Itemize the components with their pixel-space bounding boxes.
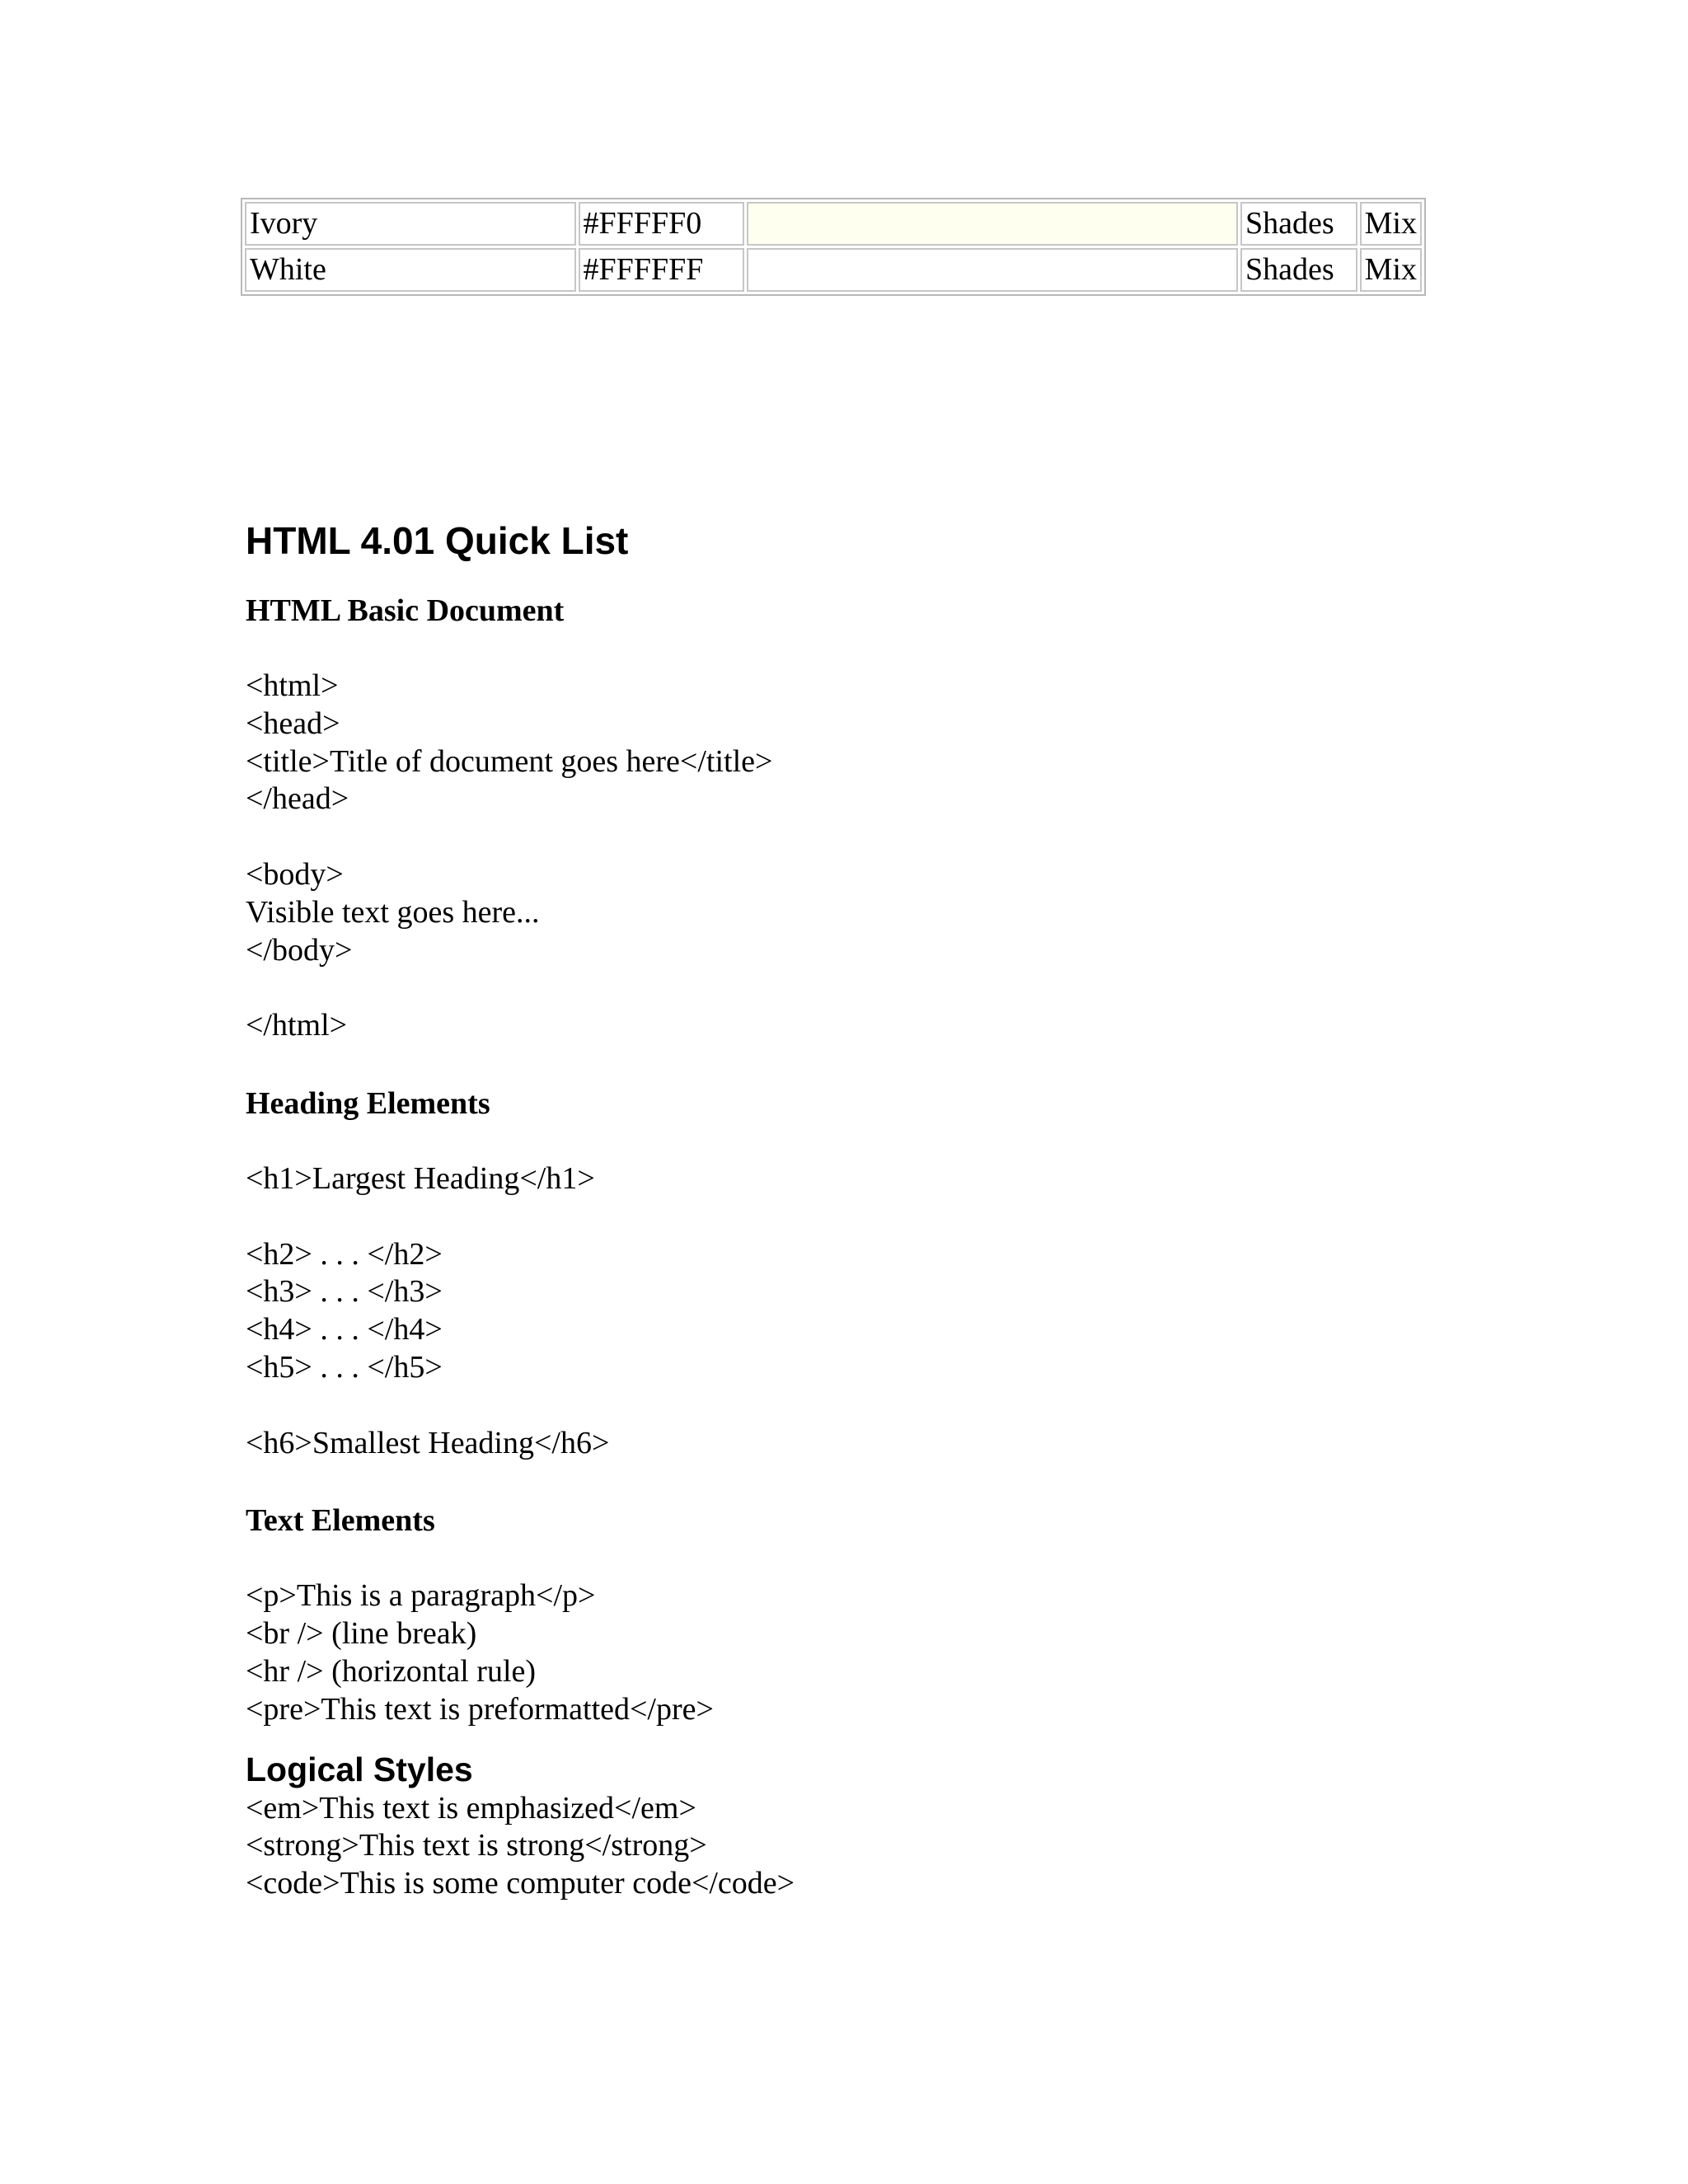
mix-link[interactable]: Mix [1360,202,1422,246]
section-heading-logical: Logical Styles [246,1750,473,1788]
shades-link[interactable]: Shades [1240,202,1357,246]
code-line: <h4> . . . </h4> [246,1312,443,1347]
spacer [246,1198,1482,1236]
code-line: <html> [246,668,339,703]
color-swatch-cell [747,248,1238,292]
color-hex-cell: #FFFFF0 [579,202,744,246]
color-hex-cell: #FFFFFF [579,248,744,292]
code-line: </html> [246,1008,348,1043]
shades-link[interactable]: Shades [1240,248,1357,292]
code-line: <title>Title of document goes here</title> [246,743,773,779]
mix-link[interactable]: Mix [1360,248,1422,292]
code-line: <strong>This text is strong</strong> [246,1828,707,1863]
code-line: <p>This is a paragraph</p> [246,1578,596,1614]
code-line: </body> [246,932,353,968]
spacer [246,818,1482,856]
section-heading-basic: HTML Basic Document [246,593,565,628]
code-line: <h6>Smallest Heading</h6> [246,1425,610,1460]
code-line: <h5> . . . </h5> [246,1349,443,1385]
table-row [245,202,1422,246]
code-line: <code>This is some computer code</code> [246,1866,795,1901]
color-name-cell: Ivory [245,202,576,246]
color-table [241,198,1426,296]
color-swatch-cell [747,202,1238,246]
code-line: <pre>This text is preformatted</pre> [246,1691,714,1727]
code-line: </head> [246,781,349,817]
spacer [246,969,1482,1007]
code-line: <h3> . . . </h3> [246,1274,443,1310]
spacer [246,1045,1482,1085]
section-heading-headings: Heading Elements [246,1085,490,1121]
document-content [246,518,1482,1903]
section-heading-text: Text Elements [246,1503,435,1539]
page-title: HTML 4.01 Quick List [246,519,629,562]
code-line: Visible text goes here... [246,894,540,930]
spacer [246,1462,1482,1502]
table-row [245,248,1422,292]
code-line: <body> [246,856,344,892]
code-line: <head> [246,705,340,741]
spacer [246,1387,1482,1425]
code-line: <h2> . . . </h2> [246,1236,443,1272]
code-line: <h1>Largest Heading</h1> [246,1160,595,1196]
code-line: <br /> (line break) [246,1616,477,1652]
color-name-cell: White [245,248,576,292]
code-line: <em>This text is emphasized</em> [246,1790,696,1825]
code-line: <hr /> (horizontal rule) [246,1653,537,1689]
